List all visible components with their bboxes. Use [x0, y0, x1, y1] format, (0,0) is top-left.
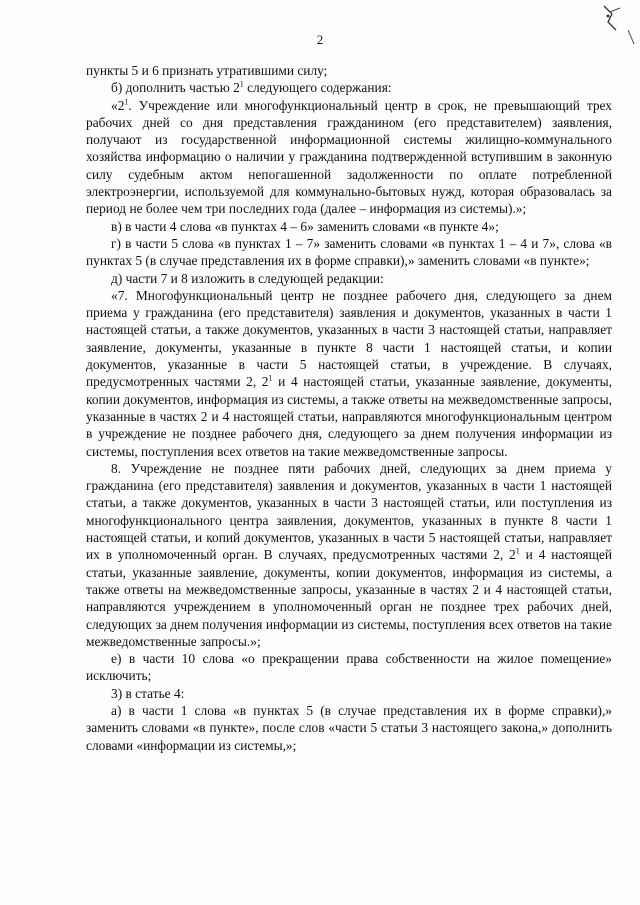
- page-number: 2: [316, 32, 324, 47]
- superscript: 1: [124, 97, 129, 107]
- paragraph: «7. Многофункциональный центр не позднее рабочего дня, следующего за днем приема у гражданина (его представителя) заявления и документов, указанных в части 1 настоящей статьи, а также документов, указанных в части 3 настоящей статьи, направляет заявление, документы, указанные в пункте 8 части 1 настоящей статьи, и копии документов, указанные в части 5 настоящей статьи, в учреждение. В случаях, предусмотренных частями 2, $2^1$ и 4 настоящей статьи, указанные заявление, документы, копии документов, информация из системы, а также ответы на межведомственные запросы, указанные в частях 2 и 4 настоящей статьи, направляются многофункциональным центром в учреждение не позднее рабочего дня, следующего за днем получения информации из системы, поступления всех ответов на такие межведомственные запросы.: [86, 287, 612, 459]
- paragraph: пункты 5 и 6 признать утратившими силу;: [86, 63, 328, 78]
- paragraph: 8. Учреждение не позднее пяти рабочих дней, следующих за днем приема у гражданина (его представителя) заявления и документов, указанных в части 1 настоящей статьи, а также документов, указанных в части 3 настоящей статьи, или поступления из многофункционального центра заявления, документов, указанных в пункте 8 части 1 настоящей статьи, и копий документов, указанных в части 5 настоящей статьи, направляет их в уполномоченный орган. В случаях, предусмотренных частями 2, $2^1$ и 4 настоящей статьи, указанные заявление, документы, копии документов, информация из системы, а также ответы на межведомственные запросы, указанные в частях 2 и 4 настоящей статьи, направляются учреждением в уполномоченный орган не позднее трех рабочих дней, следующих за днем получения информации из системы, поступления всех ответов на такие межведомственные запросы.»;: [86, 460, 612, 649]
- paragraph: в) в части 4 слова «в пунктах 4 – 6» заменить словами «в пункте 4»;: [111, 218, 499, 234]
- paragraph: «$2^1$. Учреждение или многофункциональный центр в срок, не превышающий трех рабочих дней со дня представления гражданином (его представителем) заявления, получают из государственной информационной системы жилищно-коммунального хозяйства информацию о наличии у гражданина подтвержденной вступившим в законную силу судебным актом непогашенной задолженности по оплате потребленной электроэнергии, используемой для коммунально-бытовых нужд, которая образовалась за период не более чем три последних года (далее – информация из системы).»;: [86, 97, 612, 217]
- superscript: 1: [239, 79, 244, 89]
- paragraph: б) дополнить частью $2^1$ следующего содержания:: [111, 79, 392, 96]
- paragraph: е) в части 10 слова «о прекращении права собственности на жилое помещение» исключить;: [86, 651, 612, 684]
- paragraph: д) части 7 и 8 изложить в следующей редакции:: [111, 270, 384, 286]
- superscript: 1: [515, 546, 520, 556]
- superscript: 1: [268, 373, 273, 383]
- document-body: [86, 62, 612, 754]
- paragraph: 3) в статье 4:: [111, 685, 185, 701]
- scan-mark-icon: [590, 0, 640, 60]
- paragraph: г) в части 5 слова «в пунктах 1 – 7» заменить словами «в пунктах 1 – 4 и 7», слова «в пунктах 5 (в случае представления их в форме справки),» заменить словами «в пункте»;: [86, 235, 612, 269]
- paragraph: а) в части 1 слова «в пунктах 5 (в случае представления их в форме справки),» заменить словами «в пункте», после слов «части 5 статьи 3 настоящего закона,» дополнить словами «информации из системы,»;: [86, 702, 612, 753]
